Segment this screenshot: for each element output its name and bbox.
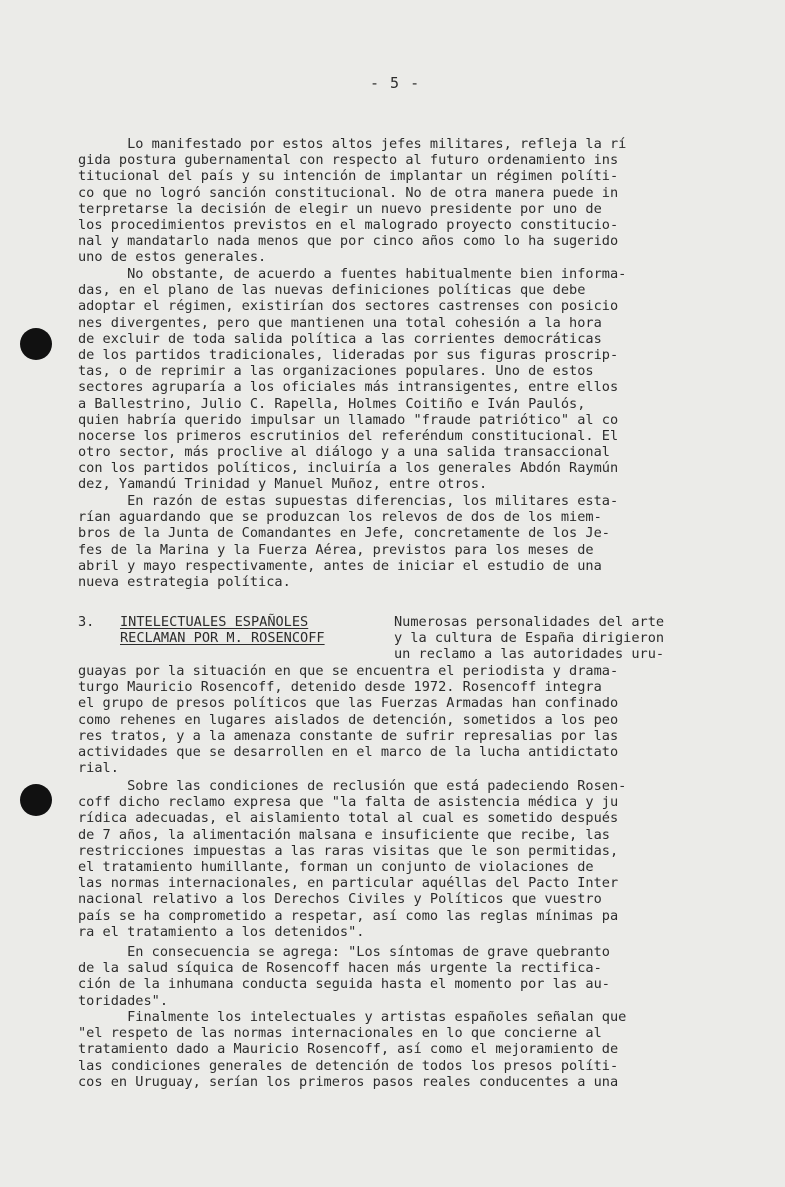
text-line: con los partidos políticos, incluiría a los generales Abdón Raymún — [78, 460, 619, 477]
text-line: nueva estrategia política. — [78, 573, 291, 590]
punch-hole — [20, 328, 52, 360]
text-line: abril y mayo respectivamente, antes de iniciar el estudio de una — [78, 557, 602, 574]
text-line: En razón de estas supuestas diferencias, los militares esta- — [78, 493, 619, 509]
section-intro — [394, 614, 724, 663]
paragraph-3 — [78, 493, 724, 590]
text-line: rían aguardando que se produzcan los relevos de dos de los miem- — [78, 509, 602, 526]
text-line: terpretarse la decisión de elegir un nuevo presidente por uno de — [78, 200, 602, 217]
text-line: de la salud síquica de Rosencoff hacen más urgente la rectifica- — [78, 960, 602, 977]
text-line: adoptar el régimen, existirían dos sectores castrenses con posicio — [78, 298, 619, 315]
text-line: otro sector, más proclive al diálogo y a una salida transaccional — [78, 444, 610, 461]
paragraph-7 — [78, 1009, 724, 1090]
text-line: toridades". — [78, 992, 169, 1009]
text-line: de excluir de toda salida política a las corrientes democráticas — [78, 330, 602, 347]
text-line: las normas internacionales, en particular aquéllas del Pacto Inter — [78, 875, 619, 892]
text-line: actividades que se desarrollen en el marco de la lucha antidictato — [78, 743, 619, 760]
text-line: turgo Mauricio Rosencoff, detenido desde 1972. Rosencoff integra — [78, 679, 602, 696]
text-line: res tratos, y a la amenaza constante de sufrir represalias por las — [78, 727, 619, 744]
text-line: bros de la Junta de Comandantes en Jefe, concretamente de los Je- — [78, 525, 610, 542]
text-line: un reclamo a las autoridades uru- — [394, 646, 665, 663]
page-number: - 5 - — [370, 74, 421, 92]
text-line: restricciones impuestas a las raras visitas que le son permitidas, — [78, 842, 619, 859]
text-line: fes de la Marina y la Fuerza Aérea, previstos para los meses de — [78, 541, 594, 558]
text-line: guayas por la situación en que se encuentra el periodista y drama- — [78, 663, 619, 679]
paragraph-5 — [78, 778, 724, 940]
text-line: de los partidos tradicionales, lideradas por sus figuras proscrip- — [78, 346, 619, 363]
text-line: Lo manifestado por estos altos jefes militares, refleja la rí — [78, 136, 627, 152]
text-line: das, en el plano de las nuevas definiciones políticas que debe — [78, 282, 586, 299]
text-line: ra el tratamiento a los detenidos". — [78, 923, 365, 940]
text-line: coff dicho reclamo expresa que "la falta de asistencia médica y ju — [78, 794, 619, 811]
text-line: de 7 años, la alimentación malsana e insuficiente que recibe, las — [78, 826, 610, 843]
text-line: el grupo de presos políticos que las Fuerzas Armadas han confinado — [78, 695, 619, 712]
text-line: tratamiento dado a Mauricio Rosencoff, así como el mejoramiento de — [78, 1041, 619, 1058]
section-number: 3. — [78, 614, 95, 630]
text-line: nal y mandatarlo nada menos que por cinco años como lo ha sugerido — [78, 233, 619, 250]
paragraph-1 — [78, 136, 724, 266]
section-title-line: INTELECTUALES ESPAÑOLES — [120, 614, 309, 630]
text-line: el tratamiento humillante, forman un conjunto de violaciones de — [78, 858, 594, 875]
text-line: ción de la inhumana conducta seguida hasta el momento por las au- — [78, 976, 610, 993]
text-line: co que no logró sanción constitucional. No de otra manera puede in — [78, 184, 619, 201]
section-title — [120, 614, 380, 646]
text-line: rial. — [78, 760, 119, 777]
text-line: como rehenes en lugares aislados de detención, sometidos a los peo — [78, 711, 619, 728]
paragraph-4 — [78, 663, 724, 776]
text-line: sectores agruparía a los oficiales más intransigentes, entre ellos — [78, 379, 619, 396]
section-title-line: RECLAMAN POR M. ROSENCOFF — [120, 630, 325, 647]
text-line: "el respeto de las normas internacionales en lo que concierne al — [78, 1025, 602, 1042]
text-line: titucional del país y su intención de implantar un régimen políti- — [78, 168, 619, 185]
punch-hole — [20, 784, 52, 816]
text-line: las condiciones generales de detención de todos los presos políti- — [78, 1057, 619, 1074]
text-line: cos en Uruguay, serían los primeros pasos reales conducentes a una — [78, 1073, 619, 1090]
text-line: a Ballestrino, Julio C. Rapella, Holmes Coitiño e Iván Paulós, — [78, 395, 586, 412]
text-line: nes divergentes, pero que mantienen una total cohesión a la hora — [78, 314, 602, 331]
text-line: nacional relativo a los Derechos Civiles y Políticos que vuestro — [78, 891, 602, 908]
text-line: No obstante, de acuerdo a fuentes habitualmente bien informa- — [78, 266, 627, 282]
text-line: uno de estos generales. — [78, 249, 267, 266]
text-line: los procedimientos previstos en el malogrado proyecto constitucio- — [78, 216, 619, 233]
text-line: Sobre las condiciones de reclusión que está padeciendo Rosen- — [78, 778, 627, 794]
text-line: gida postura gubernamental con respecto al futuro ordenamiento ins — [78, 152, 619, 169]
text-line: Finalmente los intelectuales y artistas españoles señalan que — [78, 1009, 627, 1025]
text-line: quien habría querido impulsar un llamado "fraude patriótico" al co — [78, 411, 619, 428]
text-line: En consecuencia se agrega: "Los síntomas de grave quebranto — [78, 944, 610, 960]
paragraph-2 — [78, 266, 724, 493]
text-line: nocerse los primeros escrutinios del referéndum constitucional. El — [78, 427, 619, 444]
text-line: y la cultura de España dirigieron — [394, 630, 665, 647]
paragraph-6 — [78, 944, 724, 1009]
text-line: tas, o de reprimir a las organizaciones populares. Uno de estos — [78, 363, 594, 380]
text-line: Numerosas personalidades del arte — [394, 614, 665, 630]
text-line: dez, Yamandú Trinidad y Manuel Muñoz, entre otros. — [78, 476, 488, 493]
text-line: país se ha comprometido a respetar, así como las reglas mínimas pa — [78, 907, 619, 924]
text-line: rídica adecuadas, el aislamiento total al cual es sometido después — [78, 810, 619, 827]
